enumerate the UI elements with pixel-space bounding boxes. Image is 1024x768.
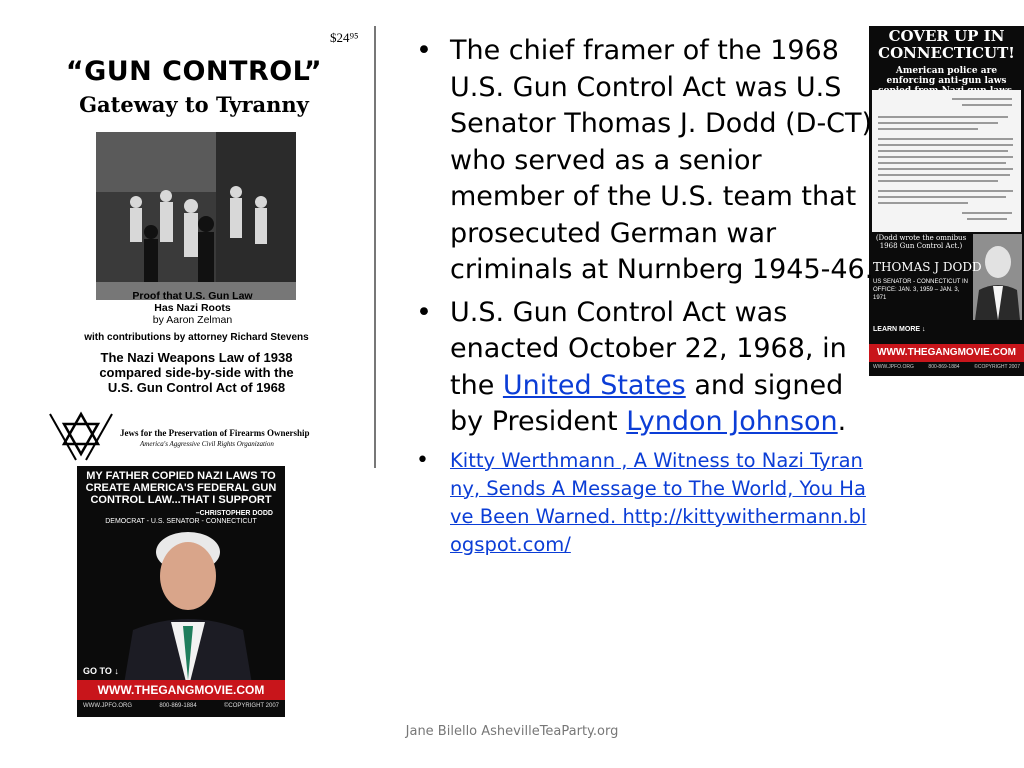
quote-line: CREATE AMERICA'S FEDERAL GUN bbox=[85, 482, 277, 494]
attribution-role: DEMOCRAT - U.S. SENATOR - CONNECTICUT bbox=[105, 518, 257, 525]
learn-more-text: LEARN MORE bbox=[873, 326, 921, 333]
org-name: Jews for the Preservation of Firearms Ownership bbox=[120, 428, 310, 438]
headline-line: CONNECTICUT! bbox=[878, 44, 1015, 62]
quote-line: MY FATHER COPIED NAZI LAWS TO bbox=[86, 470, 276, 482]
bullet-text: U.S. Gun Control Act was enacted October 22, 1968, in the bbox=[450, 296, 847, 401]
footer-phone: 800-869-1884 bbox=[159, 703, 197, 709]
footer-site: WWW.JPFO.ORG bbox=[873, 364, 914, 370]
book-cover-image bbox=[40, 26, 376, 468]
slide-footer: Jane Bilello AshevilleTeaParty.org bbox=[405, 724, 619, 739]
footer-site: WWW.JPFO.ORG bbox=[83, 703, 132, 709]
poster-footer bbox=[83, 703, 279, 709]
bullet-item bbox=[414, 447, 874, 559]
bullet-text: . bbox=[837, 406, 847, 437]
bullet-item bbox=[414, 33, 874, 289]
lyndon-johnson-link[interactable]: Lyndon Johnson bbox=[626, 406, 838, 437]
book-contributions: with contributions by attorney Richard Stevens bbox=[84, 332, 309, 343]
quote-attribution: –CHRISTOPHER DODD bbox=[195, 510, 273, 517]
cover-edge-line bbox=[374, 26, 376, 468]
go-to-label bbox=[83, 666, 119, 676]
proof-line: Has Nazi Roots bbox=[154, 302, 231, 314]
coverup-website-banner: WWW.THEGANGMOVIE.COM bbox=[869, 344, 1024, 362]
bullet-text: The chief framer of the 1968 U.S. Gun Control Act was U.S Senator Thomas J. Dodd (D-CT) who served as a senior member of the U.S. team that prosecuted German war criminals at Nurnberg 1945-46. bbox=[450, 35, 874, 285]
coverup-poster-image bbox=[869, 26, 1024, 376]
historic-photo bbox=[96, 132, 296, 300]
star-of-david-logo bbox=[46, 410, 116, 462]
proof-line: Proof that U.S. Gun Law bbox=[132, 290, 253, 302]
book-author: by Aaron Zelman bbox=[152, 314, 233, 326]
book-proof-text bbox=[70, 290, 315, 326]
coverup-headline bbox=[869, 28, 1024, 62]
portrait-photo bbox=[113, 530, 263, 690]
quote-line: CONTROL LAW...THAT I SUPPORT bbox=[90, 494, 272, 506]
bullet-list bbox=[414, 33, 874, 565]
senator-role: US SENATOR - CONNECTICUT IN OFFICE: JAN. 3, 1959 – JAN. 3, 1971 bbox=[873, 279, 969, 301]
learn-more-label bbox=[873, 326, 926, 333]
arrow-down-icon: ↓ bbox=[114, 666, 119, 676]
headline-line: COVER UP IN bbox=[888, 27, 1005, 45]
book-title: “GUN CONTROL” bbox=[65, 56, 323, 87]
comparison-line: U.S. Gun Control Act of 1968 bbox=[107, 380, 286, 395]
book-subtitle: Gateway to Tyranny bbox=[79, 92, 309, 117]
arrow-down-icon: ↓ bbox=[922, 326, 926, 333]
united-states-link[interactable]: United States bbox=[502, 369, 686, 401]
bullet-marker: • bbox=[416, 35, 432, 66]
comparison-line: compared side-by-side with the bbox=[99, 365, 294, 380]
go-to-text: GO TO bbox=[83, 666, 112, 676]
bullet-marker: • bbox=[416, 296, 432, 328]
comparison-line: The Nazi Weapons Law of 1938 bbox=[100, 350, 293, 365]
coverup-note: (Dodd wrote the omnibus 1968 Gun Control Act.) bbox=[875, 234, 967, 250]
coverup-subhead: American police are enforcing anti-gun laws bbox=[886, 66, 1007, 86]
senator-name: THOMAS J DODD bbox=[873, 260, 982, 274]
footer-copyright: ©COPYRIGHT 2007 bbox=[224, 703, 279, 709]
org-tagline: America's Aggressive Civil Rights Organization bbox=[140, 440, 274, 448]
poster-quote bbox=[77, 470, 285, 506]
footer-copyright: ©COPYRIGHT 2007 bbox=[974, 364, 1020, 370]
poster-website-banner: WWW.THEGANGMOVIE.COM bbox=[77, 680, 285, 700]
bullet-item bbox=[414, 295, 874, 441]
footer-phone: 800-869-1884 bbox=[928, 364, 960, 370]
coverup-footer bbox=[873, 364, 1020, 370]
letter-document-image bbox=[872, 90, 1021, 232]
book-price: $24⁹⁵ bbox=[330, 30, 359, 45]
book-comparison-text bbox=[54, 350, 339, 395]
dodd-portrait bbox=[973, 234, 1022, 320]
kitty-werthmann-link[interactable]: Kitty Werthmann , A Witness to Nazi Tyranny, Sends A Message to The World, You Have Been Warned. http://kittywithermann.blogspot.com/ bbox=[450, 448, 867, 556]
bullet-marker: • bbox=[416, 447, 429, 473]
bullet-text: and signed by President bbox=[450, 369, 844, 437]
dodd-poster-image bbox=[77, 466, 285, 717]
